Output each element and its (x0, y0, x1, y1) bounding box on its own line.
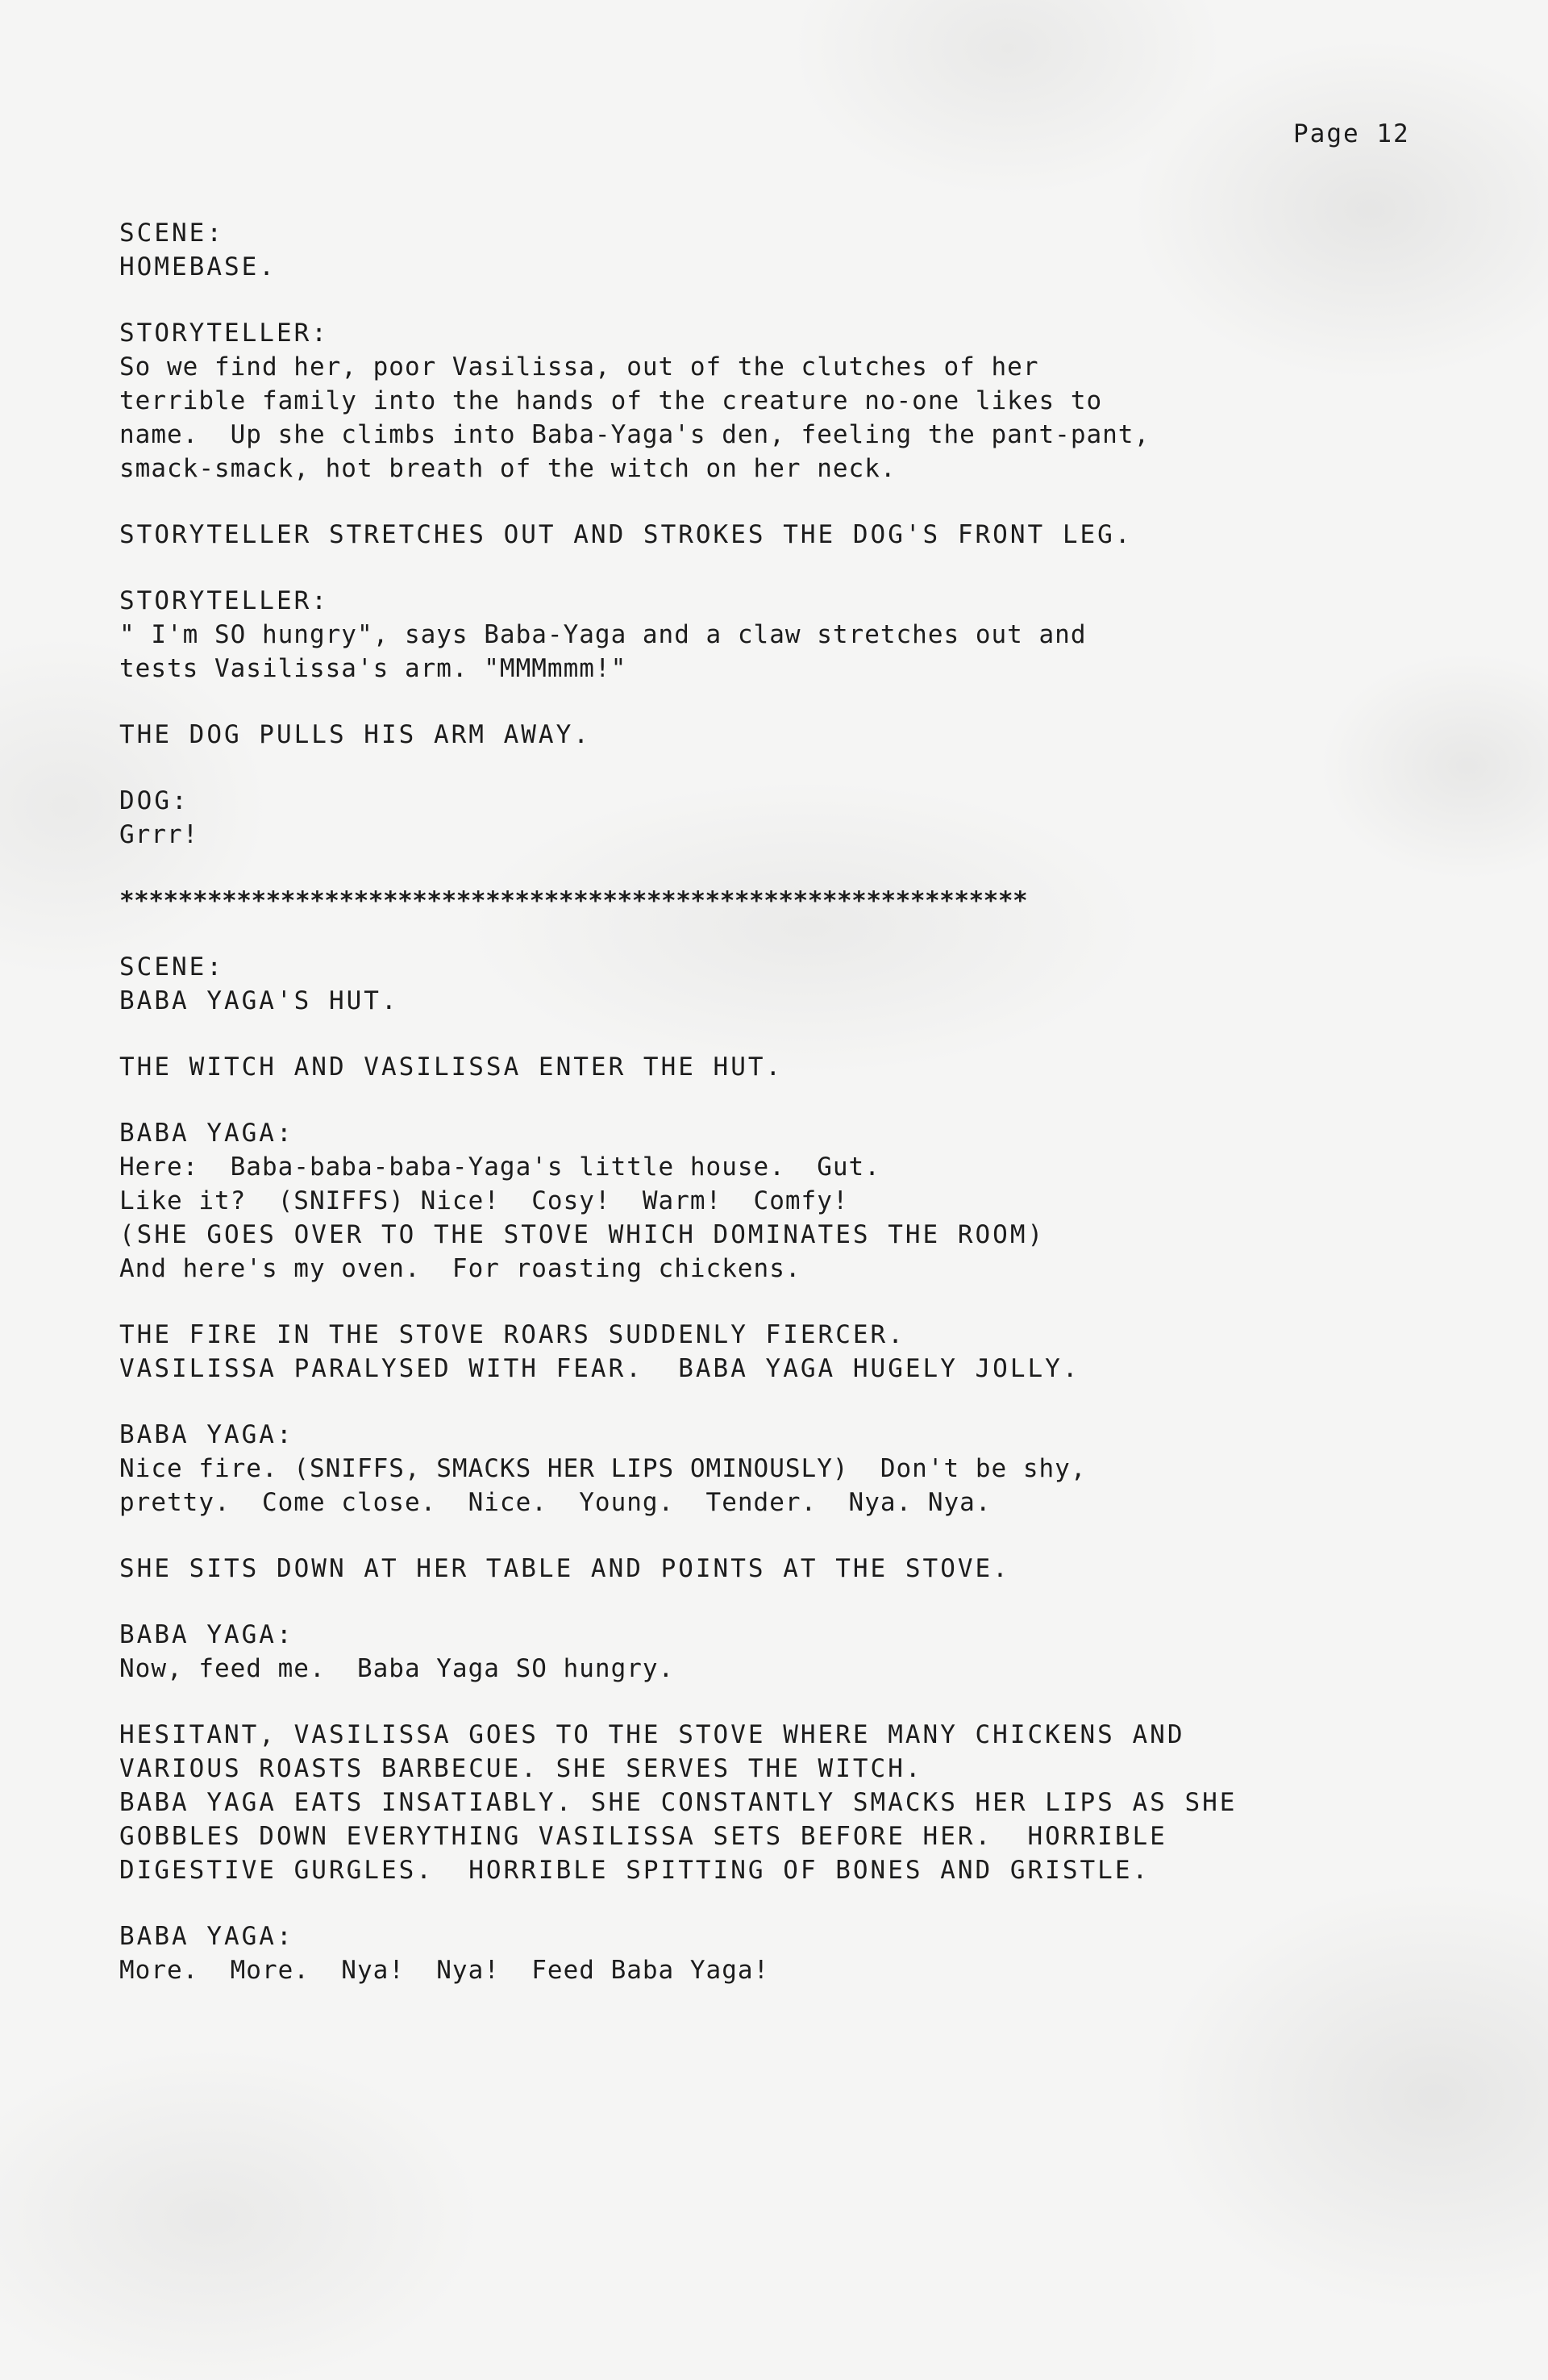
page-number: Page 12 (1293, 119, 1410, 148)
speaker-heading: BABA YAGA: (119, 1420, 294, 1449)
speaker-heading: DOG: (119, 786, 189, 815)
speaker-heading: SCENE: (119, 952, 224, 982)
stage-direction-line: GOBBLES DOWN EVERYTHING VASILISSA SETS BEFORE HER. HORRIBLE (119, 1822, 1167, 1851)
block-gap (119, 852, 1442, 884)
script-block (119, 718, 1442, 752)
stage-direction-line: SHE SITS DOWN AT HER TABLE AND POINTS AT THE STOVE. (119, 1554, 1010, 1583)
dialogue-line: " I'm SO hungry", says Baba-Yaga and a claw stretches out and (119, 620, 1087, 649)
script-block (119, 1418, 1442, 1519)
script-block (119, 1116, 1442, 1286)
dialogue-line: Grrr! (119, 820, 199, 849)
script-block (119, 1050, 1442, 1084)
script-block (119, 950, 1442, 1018)
block-gap (119, 284, 1442, 316)
dialogue-line: pretty. Come close. Nice. Young. Tender. Nya. Nya. (119, 1488, 992, 1517)
block-gap (119, 1286, 1442, 1318)
block-gap (119, 1386, 1442, 1418)
stage-direction-line: THE DOG PULLS HIS ARM AWAY. (119, 720, 591, 749)
script-body (119, 216, 1442, 1987)
dialogue-line: smack-smack, hot breath of the witch on her neck. (119, 454, 897, 483)
block-gap (119, 486, 1442, 518)
stage-direction-line: DIGESTIVE GURGLES. HORRIBLE SPITTING OF BONES AND GRISTLE. (119, 1856, 1151, 1885)
dialogue-line: Nice fire. (SNIFFS, SMACKS HER LIPS OMINOUSLY) Don't be shy, (119, 1454, 1087, 1483)
dialogue-line: Now, feed me. Baba Yaga SO hungry. (119, 1654, 675, 1683)
stage-direction-line: BABA YAGA'S HUT. (119, 986, 399, 1015)
dialogue-line: So we find her, poor Vasilissa, out of the clutches of her (119, 352, 1039, 381)
block-gap (119, 752, 1442, 784)
dialogue-line: Like it? (SNIFFS) Nice! Cosy! Warm! Comfy! (119, 1186, 849, 1215)
stage-direction-line: HESITANT, VASILISSA GOES TO THE STOVE WHERE MANY CHICKENS AND (119, 1720, 1185, 1749)
block-gap (119, 1084, 1442, 1116)
speaker-heading: BABA YAGA: (119, 1620, 294, 1649)
speaker-heading: BABA YAGA: (119, 1922, 294, 1951)
script-block (119, 1618, 1442, 1686)
stage-direction-line: VASILISSA PARALYSED WITH FEAR. BABA YAGA HUGELY JOLLY. (119, 1354, 1080, 1383)
stage-direction-line: VARIOUS ROASTS BARBECUE. SHE SERVES THE WITCH. (119, 1754, 923, 1783)
script-block (119, 1552, 1442, 1586)
speaker-heading: SCENE: (119, 219, 224, 248)
script-block (119, 1919, 1442, 1987)
script-block (119, 1318, 1442, 1386)
dialogue-line: Here: Baba-baba-baba-Yaga's little house. Gut. (119, 1152, 880, 1182)
script-block (119, 316, 1442, 486)
block-gap (119, 552, 1442, 584)
block-gap (119, 686, 1442, 718)
script-block (119, 1718, 1442, 1887)
stage-direction-line: THE WITCH AND VASILISSA ENTER THE HUT. (119, 1052, 784, 1082)
stage-direction-line: STORYTELLER STRETCHES OUT AND STROKES THE DOG'S FRONT LEG. (119, 520, 1133, 549)
stage-direction-line: BABA YAGA EATS INSATIABLY. SHE CONSTANTLY SMACKS HER LIPS AS SHE (119, 1788, 1238, 1817)
dialogue-line: More. More. Nya! Nya! Feed Baba Yaga! (119, 1956, 770, 1985)
script-block (119, 518, 1442, 552)
dialogue-line: name. Up she climbs into Baba-Yaga's den, feeling the pant-pant, (119, 420, 1151, 449)
dialogue-line: And here's my oven. For roasting chickens. (119, 1254, 801, 1283)
script-block (119, 216, 1442, 284)
asterisk-separator: ************************************************************** (119, 886, 1028, 915)
block-gap (119, 1887, 1442, 1919)
block-gap (119, 1586, 1442, 1618)
script-block (119, 784, 1442, 852)
block-gap (119, 1686, 1442, 1718)
speaker-heading: BABA YAGA: (119, 1119, 294, 1148)
stage-direction-line: THE FIRE IN THE STOVE ROARS SUDDENLY FIERCER. (119, 1320, 905, 1349)
separator-block (119, 884, 1442, 918)
stage-direction-line: HOMEBASE. (119, 252, 277, 281)
block-gap (119, 918, 1442, 950)
speaker-heading: STORYTELLER: (119, 586, 329, 615)
dialogue-line: terrible family into the hands of the creature no-one likes to (119, 386, 1103, 415)
script-block (119, 584, 1442, 686)
dialogue-line: tests Vasilissa's arm. "MMMmmm!" (119, 654, 627, 683)
block-gap (119, 1519, 1442, 1552)
block-gap (119, 1018, 1442, 1050)
speaker-heading: STORYTELLER: (119, 319, 329, 348)
stage-direction-line: (SHE GOES OVER TO THE STOVE WHICH DOMINATES THE ROOM) (119, 1220, 1046, 1249)
